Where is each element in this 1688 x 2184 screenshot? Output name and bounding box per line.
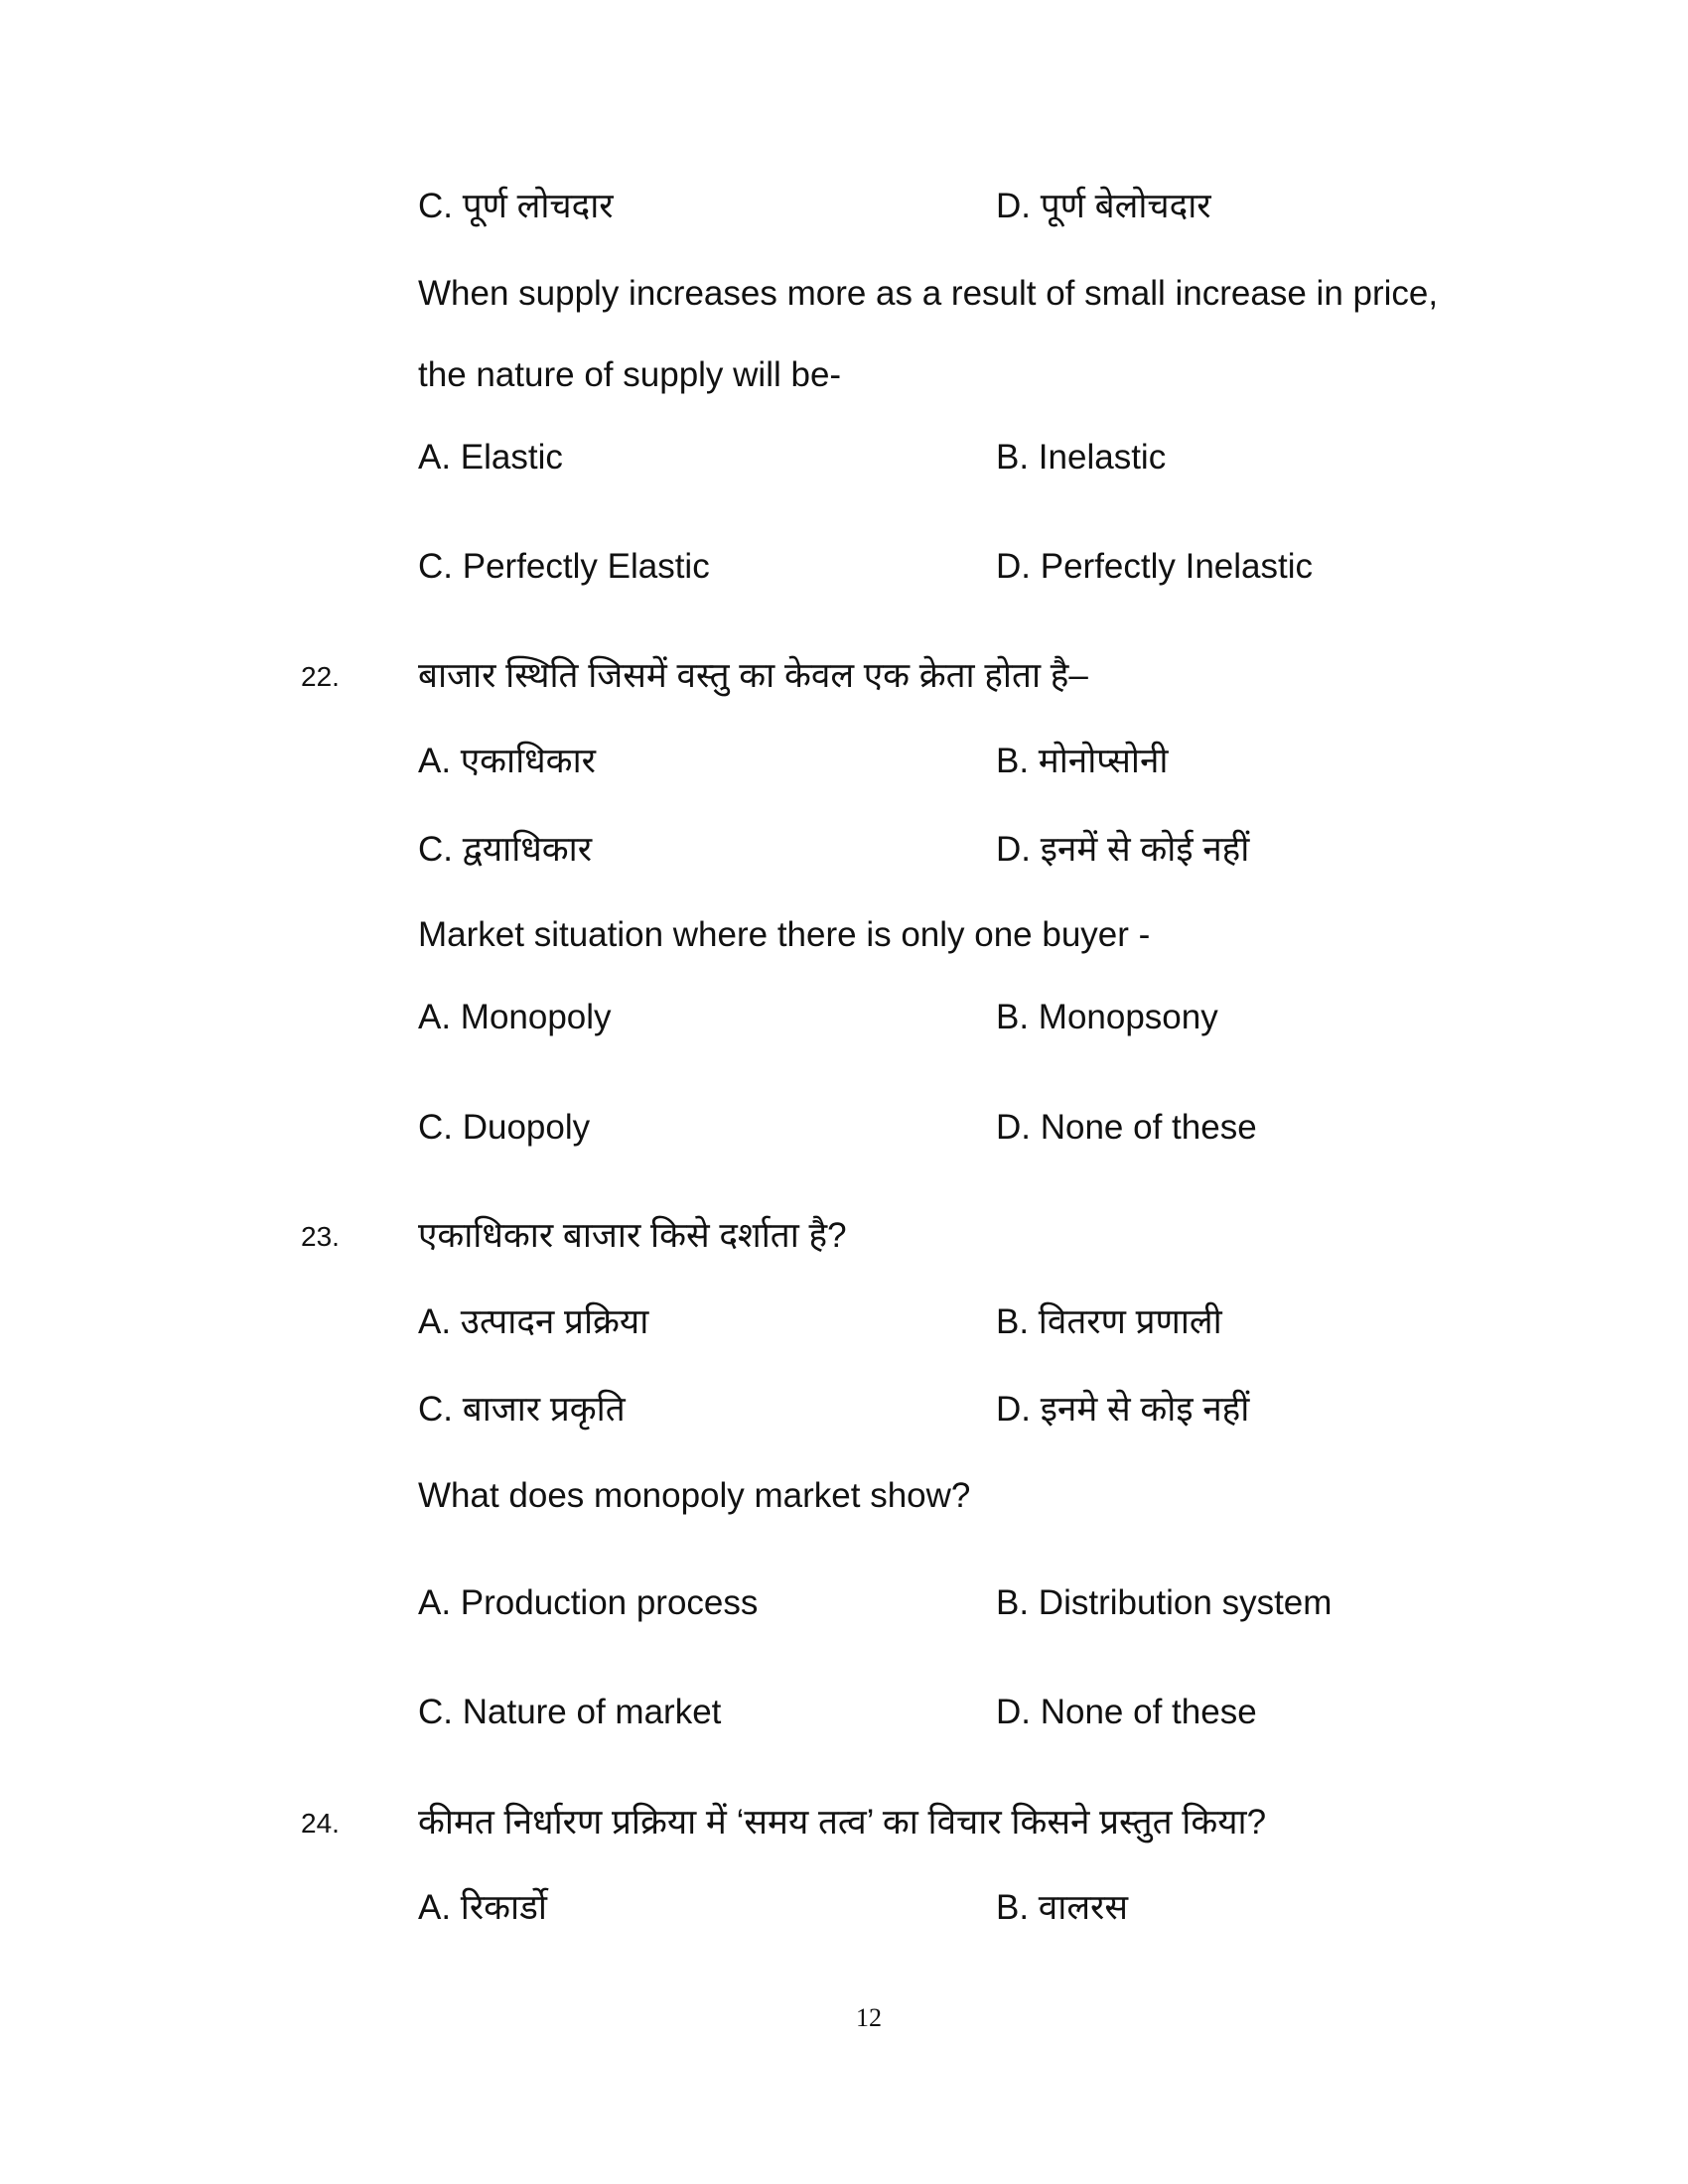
option-a-english: A. Monopoly xyxy=(418,998,612,1036)
option-c-english: C. Nature of market xyxy=(418,1693,722,1731)
option-c-english: C. Perfectly Elastic xyxy=(418,547,710,586)
option-a-english: A. Elastic xyxy=(418,438,563,477)
option-c-hindi: C. द्वयाधिकार xyxy=(418,830,593,869)
option-b-english: B. Monopsony xyxy=(996,998,1218,1036)
question-hindi: बाजार स्थिति जिसमें वस्तु का केवल एक क्रेता होता है– xyxy=(418,656,1088,695)
option-b-english: B. Distribution system xyxy=(996,1583,1333,1622)
option-d-english: D. Perfectly Inelastic xyxy=(996,547,1313,586)
question-number: 23. xyxy=(301,1221,340,1252)
option-a-hindi: A. एकाधिकार xyxy=(418,742,596,780)
option-d-hindi: D. पूर्ण बेलोचदार xyxy=(996,187,1211,225)
option-c-hindi: C. पूर्ण लोचदार xyxy=(418,187,614,225)
question-hindi: एकाधिकार बाजार किसे दर्शाता है? xyxy=(418,1216,847,1255)
question-english: Market situation where there is only one buyer - xyxy=(418,915,1151,954)
option-d-english: D. None of these xyxy=(996,1693,1257,1731)
option-d-hindi: D. इनमें से कोई नहीं xyxy=(996,830,1250,869)
question-hindi: कीमत निर्धारण प्रक्रिया में ‘समय तत्व’ का विचार किसने प्रस्तुत किया? xyxy=(418,1803,1267,1842)
option-b-english: B. Inelastic xyxy=(996,438,1167,477)
option-c-hindi: C. बाजार प्रकृति xyxy=(418,1390,626,1429)
option-a-hindi: A. उत्पादन प्रक्रिया xyxy=(418,1302,649,1341)
question-english-line1: When supply increases more as a result of small increase in price, xyxy=(418,274,1439,313)
option-d-english: D. None of these xyxy=(996,1108,1257,1147)
option-a-english: A. Production process xyxy=(418,1583,759,1622)
option-d-hindi: D. इनमे से कोइ नहीं xyxy=(996,1390,1250,1429)
option-a-hindi: A. रिकार्डो xyxy=(418,1888,547,1927)
option-b-hindi: B. मोनोप्सोनी xyxy=(996,742,1169,780)
question-number: 22. xyxy=(301,661,340,692)
question-english-line2: the nature of supply will be- xyxy=(418,355,842,394)
option-b-hindi: B. वितरण प्रणाली xyxy=(996,1302,1222,1341)
page-number: 12 xyxy=(856,2003,882,2032)
question-english: What does monopoly market show? xyxy=(418,1476,971,1515)
option-c-english: C. Duopoly xyxy=(418,1108,591,1147)
option-b-hindi: B. वालरस xyxy=(996,1888,1129,1927)
question-number: 24. xyxy=(301,1808,340,1839)
